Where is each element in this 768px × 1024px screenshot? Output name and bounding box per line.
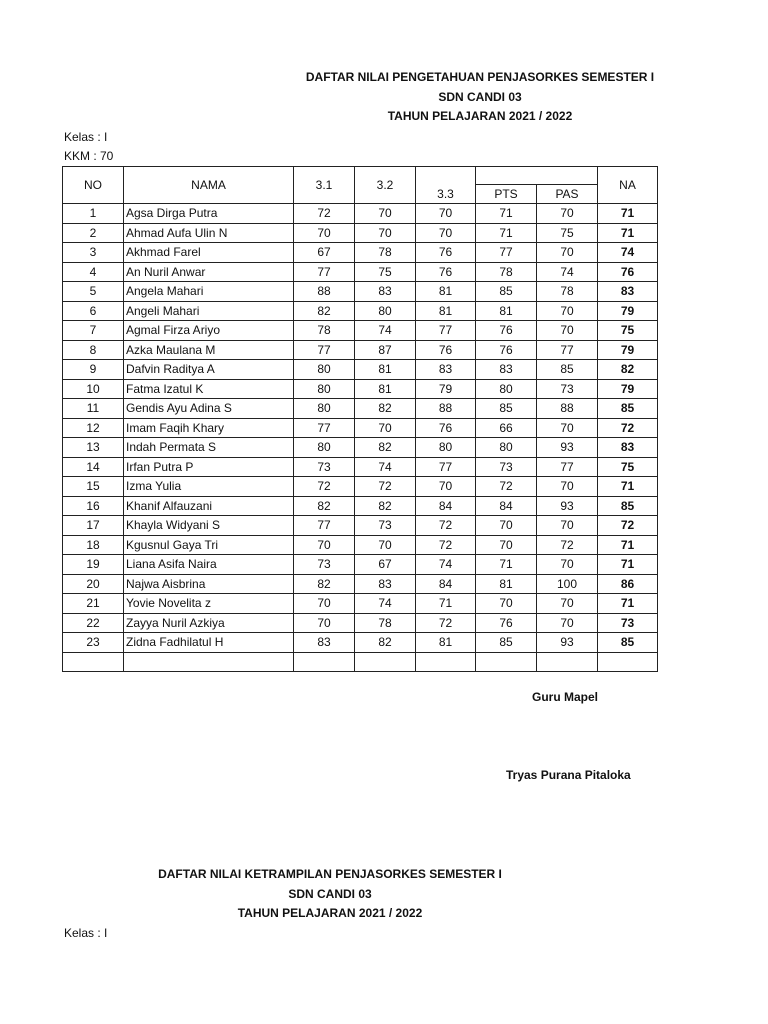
cell-3-3: 72 (416, 613, 476, 633)
cell-3-2: 82 (355, 438, 416, 458)
cell-3-3: 77 (416, 321, 476, 341)
cell-no: 1 (63, 204, 124, 224)
cell-pas: 70 (537, 418, 598, 438)
table-row (63, 223, 658, 243)
cell-pas: 93 (537, 633, 598, 653)
cell-nama: Khayla Widyani S (124, 516, 294, 536)
cell-3-1: 80 (294, 438, 355, 458)
cell-na: 79 (598, 301, 658, 321)
cell-pas: 70 (537, 516, 598, 536)
col-header-no: NO (63, 167, 124, 204)
cell-3-2: 81 (355, 360, 416, 380)
cell-no: 10 (63, 379, 124, 399)
cell-pts: 77 (476, 243, 537, 263)
cell-nama: Imam Faqih Khary (124, 418, 294, 438)
cell-nama: Angela Mahari (124, 282, 294, 302)
cell-nama: Akhmad Farel (124, 243, 294, 263)
table-row (63, 418, 658, 438)
cell-3-3: 81 (416, 633, 476, 653)
cell-nama: Indah Permata S (124, 438, 294, 458)
cell-nama: Ahmad Aufa Ulin N (124, 223, 294, 243)
cell-pts: 81 (476, 301, 537, 321)
col-header-3-1: 3.1 (294, 167, 355, 204)
cell-no: 13 (63, 438, 124, 458)
empty-cell (416, 652, 476, 672)
cell-nama: Fatma Izatul K (124, 379, 294, 399)
cell-3-2: 73 (355, 516, 416, 536)
empty-cell (63, 652, 124, 672)
cell-pts: 84 (476, 496, 537, 516)
cell-3-3: 81 (416, 301, 476, 321)
cell-3-3: 70 (416, 477, 476, 497)
table-row (63, 301, 658, 321)
cell-no: 19 (63, 555, 124, 575)
cell-3-2: 80 (355, 301, 416, 321)
cell-na: 71 (598, 535, 658, 555)
table-row (63, 516, 658, 536)
cell-3-1: 77 (294, 262, 355, 282)
cell-3-2: 70 (355, 204, 416, 224)
cell-na: 73 (598, 613, 658, 633)
cell-na: 72 (598, 418, 658, 438)
cell-3-1: 67 (294, 243, 355, 263)
table-row (63, 204, 658, 224)
cell-no: 22 (63, 613, 124, 633)
cell-3-1: 78 (294, 321, 355, 341)
cell-3-3: 80 (416, 438, 476, 458)
cell-na: 71 (598, 477, 658, 497)
col-header-3-3: 3.3 (416, 167, 476, 204)
cell-3-1: 83 (294, 633, 355, 653)
cell-na: 71 (598, 223, 658, 243)
table-row (63, 262, 658, 282)
cell-nama: Gendis Ayu Adina S (124, 399, 294, 419)
cell-pts: 85 (476, 399, 537, 419)
cell-nama: An Nuril Anwar (124, 262, 294, 282)
cell-3-2: 87 (355, 340, 416, 360)
cell-3-1: 72 (294, 204, 355, 224)
cell-nama: Najwa Aisbrina (124, 574, 294, 594)
cell-na: 71 (598, 204, 658, 224)
cell-3-3: 76 (416, 243, 476, 263)
cell-no: 23 (63, 633, 124, 653)
cell-3-1: 70 (294, 594, 355, 614)
cell-pts: 71 (476, 555, 537, 575)
empty-cell (537, 652, 598, 672)
cell-3-2: 83 (355, 574, 416, 594)
cell-3-3: 72 (416, 516, 476, 536)
table-row (63, 360, 658, 380)
signature-name: Tryas Purana Pitaloka (506, 768, 631, 782)
cell-3-3: 79 (416, 379, 476, 399)
table-row (63, 594, 658, 614)
cell-3-2: 67 (355, 555, 416, 575)
cell-pts: 76 (476, 613, 537, 633)
cell-pas: 93 (537, 496, 598, 516)
cell-3-1: 88 (294, 282, 355, 302)
cell-3-3: 77 (416, 457, 476, 477)
cell-no: 11 (63, 399, 124, 419)
cell-3-1: 82 (294, 574, 355, 594)
cell-na: 85 (598, 399, 658, 419)
cell-pas: 88 (537, 399, 598, 419)
cell-pts: 81 (476, 574, 537, 594)
cell-nama: Liana Asifa Naira (124, 555, 294, 575)
cell-3-2: 74 (355, 594, 416, 614)
cell-3-3: 76 (416, 418, 476, 438)
col-header-nama: NAMA (124, 167, 294, 204)
table-row (63, 438, 658, 458)
cell-pas: 70 (537, 321, 598, 341)
table-row (63, 574, 658, 594)
cell-3-2: 72 (355, 477, 416, 497)
cell-no: 4 (63, 262, 124, 282)
table-row (63, 243, 658, 263)
cell-nama: Zidna Fadhilatul H (124, 633, 294, 653)
cell-pts: 73 (476, 457, 537, 477)
kkm-label: KKM : 70 (64, 149, 114, 163)
cell-3-3: 88 (416, 399, 476, 419)
cell-pas: 77 (537, 340, 598, 360)
cell-3-3: 81 (416, 282, 476, 302)
cell-na: 75 (598, 457, 658, 477)
cell-3-1: 73 (294, 457, 355, 477)
cell-pas: 70 (537, 243, 598, 263)
cell-pts: 80 (476, 438, 537, 458)
cell-pts: 71 (476, 223, 537, 243)
cell-pas: 74 (537, 262, 598, 282)
cell-3-2: 70 (355, 418, 416, 438)
cell-nama: Dafvin Raditya A (124, 360, 294, 380)
cell-nama: Khanif Alfauzani (124, 496, 294, 516)
cell-3-3: 70 (416, 223, 476, 243)
cell-3-3: 71 (416, 594, 476, 614)
cell-nama: Zayya Nuril Azkiya (124, 613, 294, 633)
cell-no: 2 (63, 223, 124, 243)
col-header-pas: PAS (537, 185, 598, 204)
empty-cell (476, 652, 537, 672)
cell-no: 18 (63, 535, 124, 555)
cell-nama: Yovie Novelita z (124, 594, 294, 614)
cell-pts: 76 (476, 340, 537, 360)
cell-3-3: 70 (416, 204, 476, 224)
cell-3-1: 70 (294, 613, 355, 633)
cell-3-3: 83 (416, 360, 476, 380)
cell-3-2: 83 (355, 282, 416, 302)
section2-school-name: SDN CANDI 03 (288, 886, 372, 901)
cell-nama: Irfan Putra P (124, 457, 294, 477)
cell-na: 74 (598, 243, 658, 263)
cell-3-2: 70 (355, 535, 416, 555)
table-row (63, 282, 658, 302)
section2-title-block (120, 865, 540, 924)
cell-nama: Angeli Mahari (124, 301, 294, 321)
grades-table (62, 166, 658, 672)
table-row (63, 633, 658, 653)
cell-no: 8 (63, 340, 124, 360)
cell-no: 3 (63, 243, 124, 263)
cell-3-1: 80 (294, 379, 355, 399)
cell-3-1: 70 (294, 535, 355, 555)
signature-role: Guru Mapel (532, 690, 599, 704)
cell-na: 76 (598, 262, 658, 282)
cell-3-1: 73 (294, 555, 355, 575)
cell-na: 75 (598, 321, 658, 341)
table-row (63, 399, 658, 419)
cell-pas: 100 (537, 574, 598, 594)
cell-3-3: 72 (416, 535, 476, 555)
cell-no: 17 (63, 516, 124, 536)
cell-na: 79 (598, 379, 658, 399)
cell-no: 7 (63, 321, 124, 341)
cell-pts: 71 (476, 204, 537, 224)
cell-3-1: 80 (294, 399, 355, 419)
table-row (63, 457, 658, 477)
cell-3-3: 76 (416, 340, 476, 360)
cell-3-1: 77 (294, 516, 355, 536)
cell-na: 86 (598, 574, 658, 594)
table-row (63, 477, 658, 497)
cell-na: 79 (598, 340, 658, 360)
col-header-group-empty (476, 167, 598, 185)
cell-no: 5 (63, 282, 124, 302)
cell-no: 12 (63, 418, 124, 438)
table-row (63, 340, 658, 360)
cell-na: 85 (598, 496, 658, 516)
table-row (63, 379, 658, 399)
cell-3-1: 77 (294, 418, 355, 438)
academic-year: TAHUN PELAJARAN 2021 / 2022 (387, 109, 573, 123)
section2-academic-year: TAHUN PELAJARAN 2021 / 2022 (237, 906, 423, 920)
cell-3-2: 82 (355, 633, 416, 653)
cell-3-3: 84 (416, 574, 476, 594)
section2-class-info (64, 924, 107, 943)
cell-3-2: 82 (355, 496, 416, 516)
col-header-3-2: 3.2 (355, 167, 416, 204)
col-header-pts: PTS (476, 185, 537, 204)
cell-no: 20 (63, 574, 124, 594)
cell-no: 16 (63, 496, 124, 516)
document-title-block (270, 68, 690, 127)
cell-pas: 70 (537, 594, 598, 614)
cell-3-1: 70 (294, 223, 355, 243)
cell-pas: 70 (537, 555, 598, 575)
cell-no: 21 (63, 594, 124, 614)
cell-na: 71 (598, 594, 658, 614)
cell-pts: 70 (476, 516, 537, 536)
cell-3-1: 72 (294, 477, 355, 497)
cell-nama: Agmal Firza Ariyo (124, 321, 294, 341)
cell-3-2: 82 (355, 399, 416, 419)
cell-pts: 85 (476, 282, 537, 302)
cell-nama: Agsa Dirga Putra (124, 204, 294, 224)
section2-class-label: Kelas : I (64, 926, 108, 940)
cell-pas: 85 (537, 360, 598, 380)
cell-pas: 70 (537, 204, 598, 224)
empty-cell (124, 652, 294, 672)
cell-na: 82 (598, 360, 658, 380)
cell-pas: 70 (537, 613, 598, 633)
cell-pas: 70 (537, 301, 598, 321)
cell-pas: 77 (537, 457, 598, 477)
cell-3-1: 77 (294, 340, 355, 360)
cell-3-2: 74 (355, 321, 416, 341)
cell-pas: 73 (537, 379, 598, 399)
cell-pas: 93 (537, 438, 598, 458)
empty-cell (355, 652, 416, 672)
document-title: DAFTAR NILAI PENGETAHUAN PENJASORKES SEMESTER I (305, 70, 655, 84)
cell-pts: 70 (476, 535, 537, 555)
cell-na: 71 (598, 555, 658, 575)
cell-3-3: 84 (416, 496, 476, 516)
cell-pas: 70 (537, 477, 598, 497)
table-row-empty (63, 652, 658, 672)
cell-nama: Azka Maulana M (124, 340, 294, 360)
cell-3-3: 74 (416, 555, 476, 575)
cell-3-1: 80 (294, 360, 355, 380)
section2-title: DAFTAR NILAI KETRAMPILAN PENJASORKES SEMESTER I (158, 867, 502, 881)
cell-3-2: 75 (355, 262, 416, 282)
table-row (63, 613, 658, 633)
cell-3-2: 81 (355, 379, 416, 399)
cell-na: 83 (598, 438, 658, 458)
cell-na: 85 (598, 633, 658, 653)
class-info (64, 128, 113, 166)
cell-pts: 76 (476, 321, 537, 341)
cell-pas: 78 (537, 282, 598, 302)
class-label: Kelas : I (64, 130, 108, 144)
cell-pts: 78 (476, 262, 537, 282)
col-header-na: NA (598, 167, 658, 204)
cell-na: 83 (598, 282, 658, 302)
empty-cell (598, 652, 658, 672)
school-name: SDN CANDI 03 (438, 89, 522, 104)
cell-3-1: 82 (294, 496, 355, 516)
cell-no: 15 (63, 477, 124, 497)
cell-3-2: 78 (355, 613, 416, 633)
cell-nama: Kgusnul Gaya Tri (124, 535, 294, 555)
cell-pts: 85 (476, 633, 537, 653)
table-row (63, 535, 658, 555)
cell-3-2: 74 (355, 457, 416, 477)
cell-pts: 66 (476, 418, 537, 438)
cell-na: 72 (598, 516, 658, 536)
cell-3-3: 76 (416, 262, 476, 282)
table-row (63, 496, 658, 516)
cell-pts: 83 (476, 360, 537, 380)
cell-pas: 72 (537, 535, 598, 555)
cell-pts: 70 (476, 594, 537, 614)
cell-3-2: 70 (355, 223, 416, 243)
cell-3-2: 78 (355, 243, 416, 263)
cell-pts: 72 (476, 477, 537, 497)
empty-cell (294, 652, 355, 672)
cell-no: 14 (63, 457, 124, 477)
cell-3-1: 82 (294, 301, 355, 321)
cell-nama: Izma Yulia (124, 477, 294, 497)
cell-pts: 80 (476, 379, 537, 399)
cell-pas: 75 (537, 223, 598, 243)
table-row (63, 555, 658, 575)
table-row (63, 321, 658, 341)
cell-no: 6 (63, 301, 124, 321)
cell-no: 9 (63, 360, 124, 380)
